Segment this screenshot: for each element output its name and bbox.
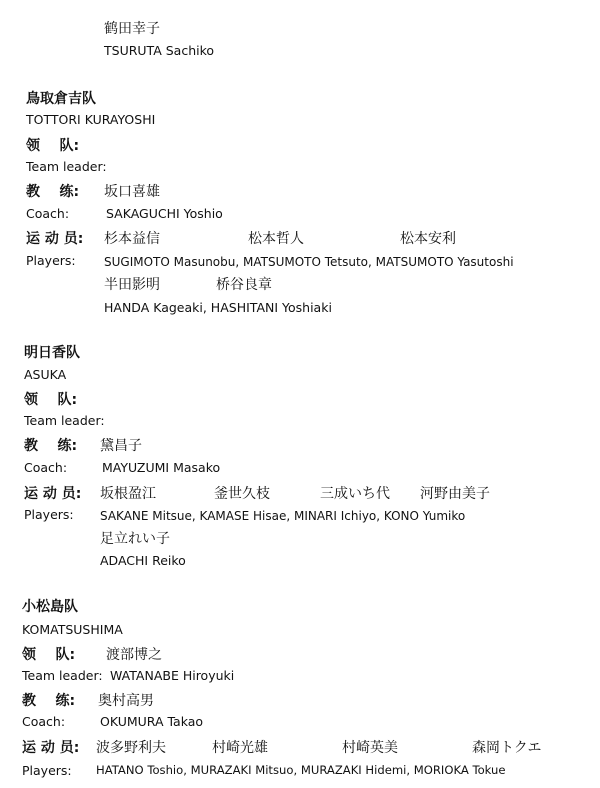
players-label-zh: 运 动 员: xyxy=(24,486,82,502)
players-label-zh: 运 动 员: xyxy=(26,231,84,247)
players-names-en: SUGIMOTO Masunobu, MATSUMOTO Tetsuto, MATSUMOTO Yasutoshi xyxy=(104,255,514,269)
team-leader-label-zh: 领 队: xyxy=(24,392,78,408)
team-leader-name-zh: 渡部博之 xyxy=(106,647,162,663)
players-names-en: SAKANE Mitsue, KAMASE Hisae, MINARI Ichiyo, KONO Yumiko xyxy=(100,509,466,523)
team-name-zh: 小松島队 xyxy=(22,599,78,615)
team-leader-name-en: WATANABE Hiroyuki xyxy=(110,668,235,683)
team-name-en: KOMATSUSHIMA xyxy=(22,622,123,637)
players-names-en: HANDA Kageaki, HASHITANI Yoshiaki xyxy=(104,300,332,315)
player-name-zh: 桥谷良章 xyxy=(216,277,272,293)
player-name-zh: 波多野利夫 xyxy=(96,740,166,756)
coach-label-en: Coach: xyxy=(24,460,68,475)
team-name-zh: 鳥取倉吉队 xyxy=(26,91,96,107)
team-name-zh: 明日香队 xyxy=(24,345,80,361)
coach-label-zh: 教 练: xyxy=(24,438,78,454)
player-name-zh: 村崎光雄 xyxy=(212,740,268,756)
team-name-en: TOTTORI KURAYOSHI xyxy=(26,112,156,127)
player-name-zh: 森岡トクエ xyxy=(472,740,542,756)
team-name-en: ASUKA xyxy=(24,367,67,382)
coach-label-zh: 教 练: xyxy=(26,184,80,200)
player-name-zh: 釜世久枝 xyxy=(214,486,270,502)
players-label-en: Players: xyxy=(24,507,74,522)
coach-name-en: MAYUZUMI Masako xyxy=(102,460,221,475)
coach-name-zh: 坂口喜雄 xyxy=(104,184,160,200)
coach-name-zh: 黛昌子 xyxy=(100,438,142,454)
player-name-zh: 松本安利 xyxy=(400,231,456,247)
intro-name-zh: 鹤田幸子 xyxy=(104,21,160,37)
coach-name-en: SAKAGUCHI Yoshio xyxy=(106,206,223,221)
players-names-en: HATANO Toshio, MURAZAKI Mitsuo, MURAZAKI Hidemi, MORIOKA Tokue xyxy=(96,763,506,777)
player-name-zh: 松本哲人 xyxy=(248,231,304,247)
player-name-zh: 杉本益信 xyxy=(104,231,160,247)
player-name-zh: 足立れい子 xyxy=(100,531,170,547)
coach-label-en: Coach: xyxy=(22,714,66,729)
player-name-zh: 三成いち代 xyxy=(320,486,390,502)
player-name-zh: 村崎英美 xyxy=(342,740,398,756)
team-leader-label-en: Team leader: xyxy=(26,159,107,174)
coach-label-zh: 教 练: xyxy=(22,693,76,709)
players-names-en: ADACHI Reiko xyxy=(100,553,186,568)
intro-name-en: TSURUTA Sachiko xyxy=(104,43,215,58)
team-leader-label-zh: 领 队: xyxy=(22,647,76,663)
players-label-en: Players: xyxy=(26,253,76,268)
team-leader-label-zh: 领 队: xyxy=(26,138,80,154)
players-label-en: Players: xyxy=(22,763,72,778)
coach-label-en: Coach: xyxy=(26,206,70,221)
coach-name-zh: 奥村高男 xyxy=(98,693,154,709)
player-name-zh: 坂根盈江 xyxy=(100,486,156,502)
players-label-zh: 运 动 员: xyxy=(22,740,80,756)
team-leader-label-en: Team leader: xyxy=(22,668,103,683)
player-name-zh: 半田影明 xyxy=(104,277,160,293)
coach-name-en: OKUMURA Takao xyxy=(100,714,204,729)
player-name-zh: 河野由美子 xyxy=(420,486,490,502)
team-leader-label-en: Team leader: xyxy=(24,413,105,428)
